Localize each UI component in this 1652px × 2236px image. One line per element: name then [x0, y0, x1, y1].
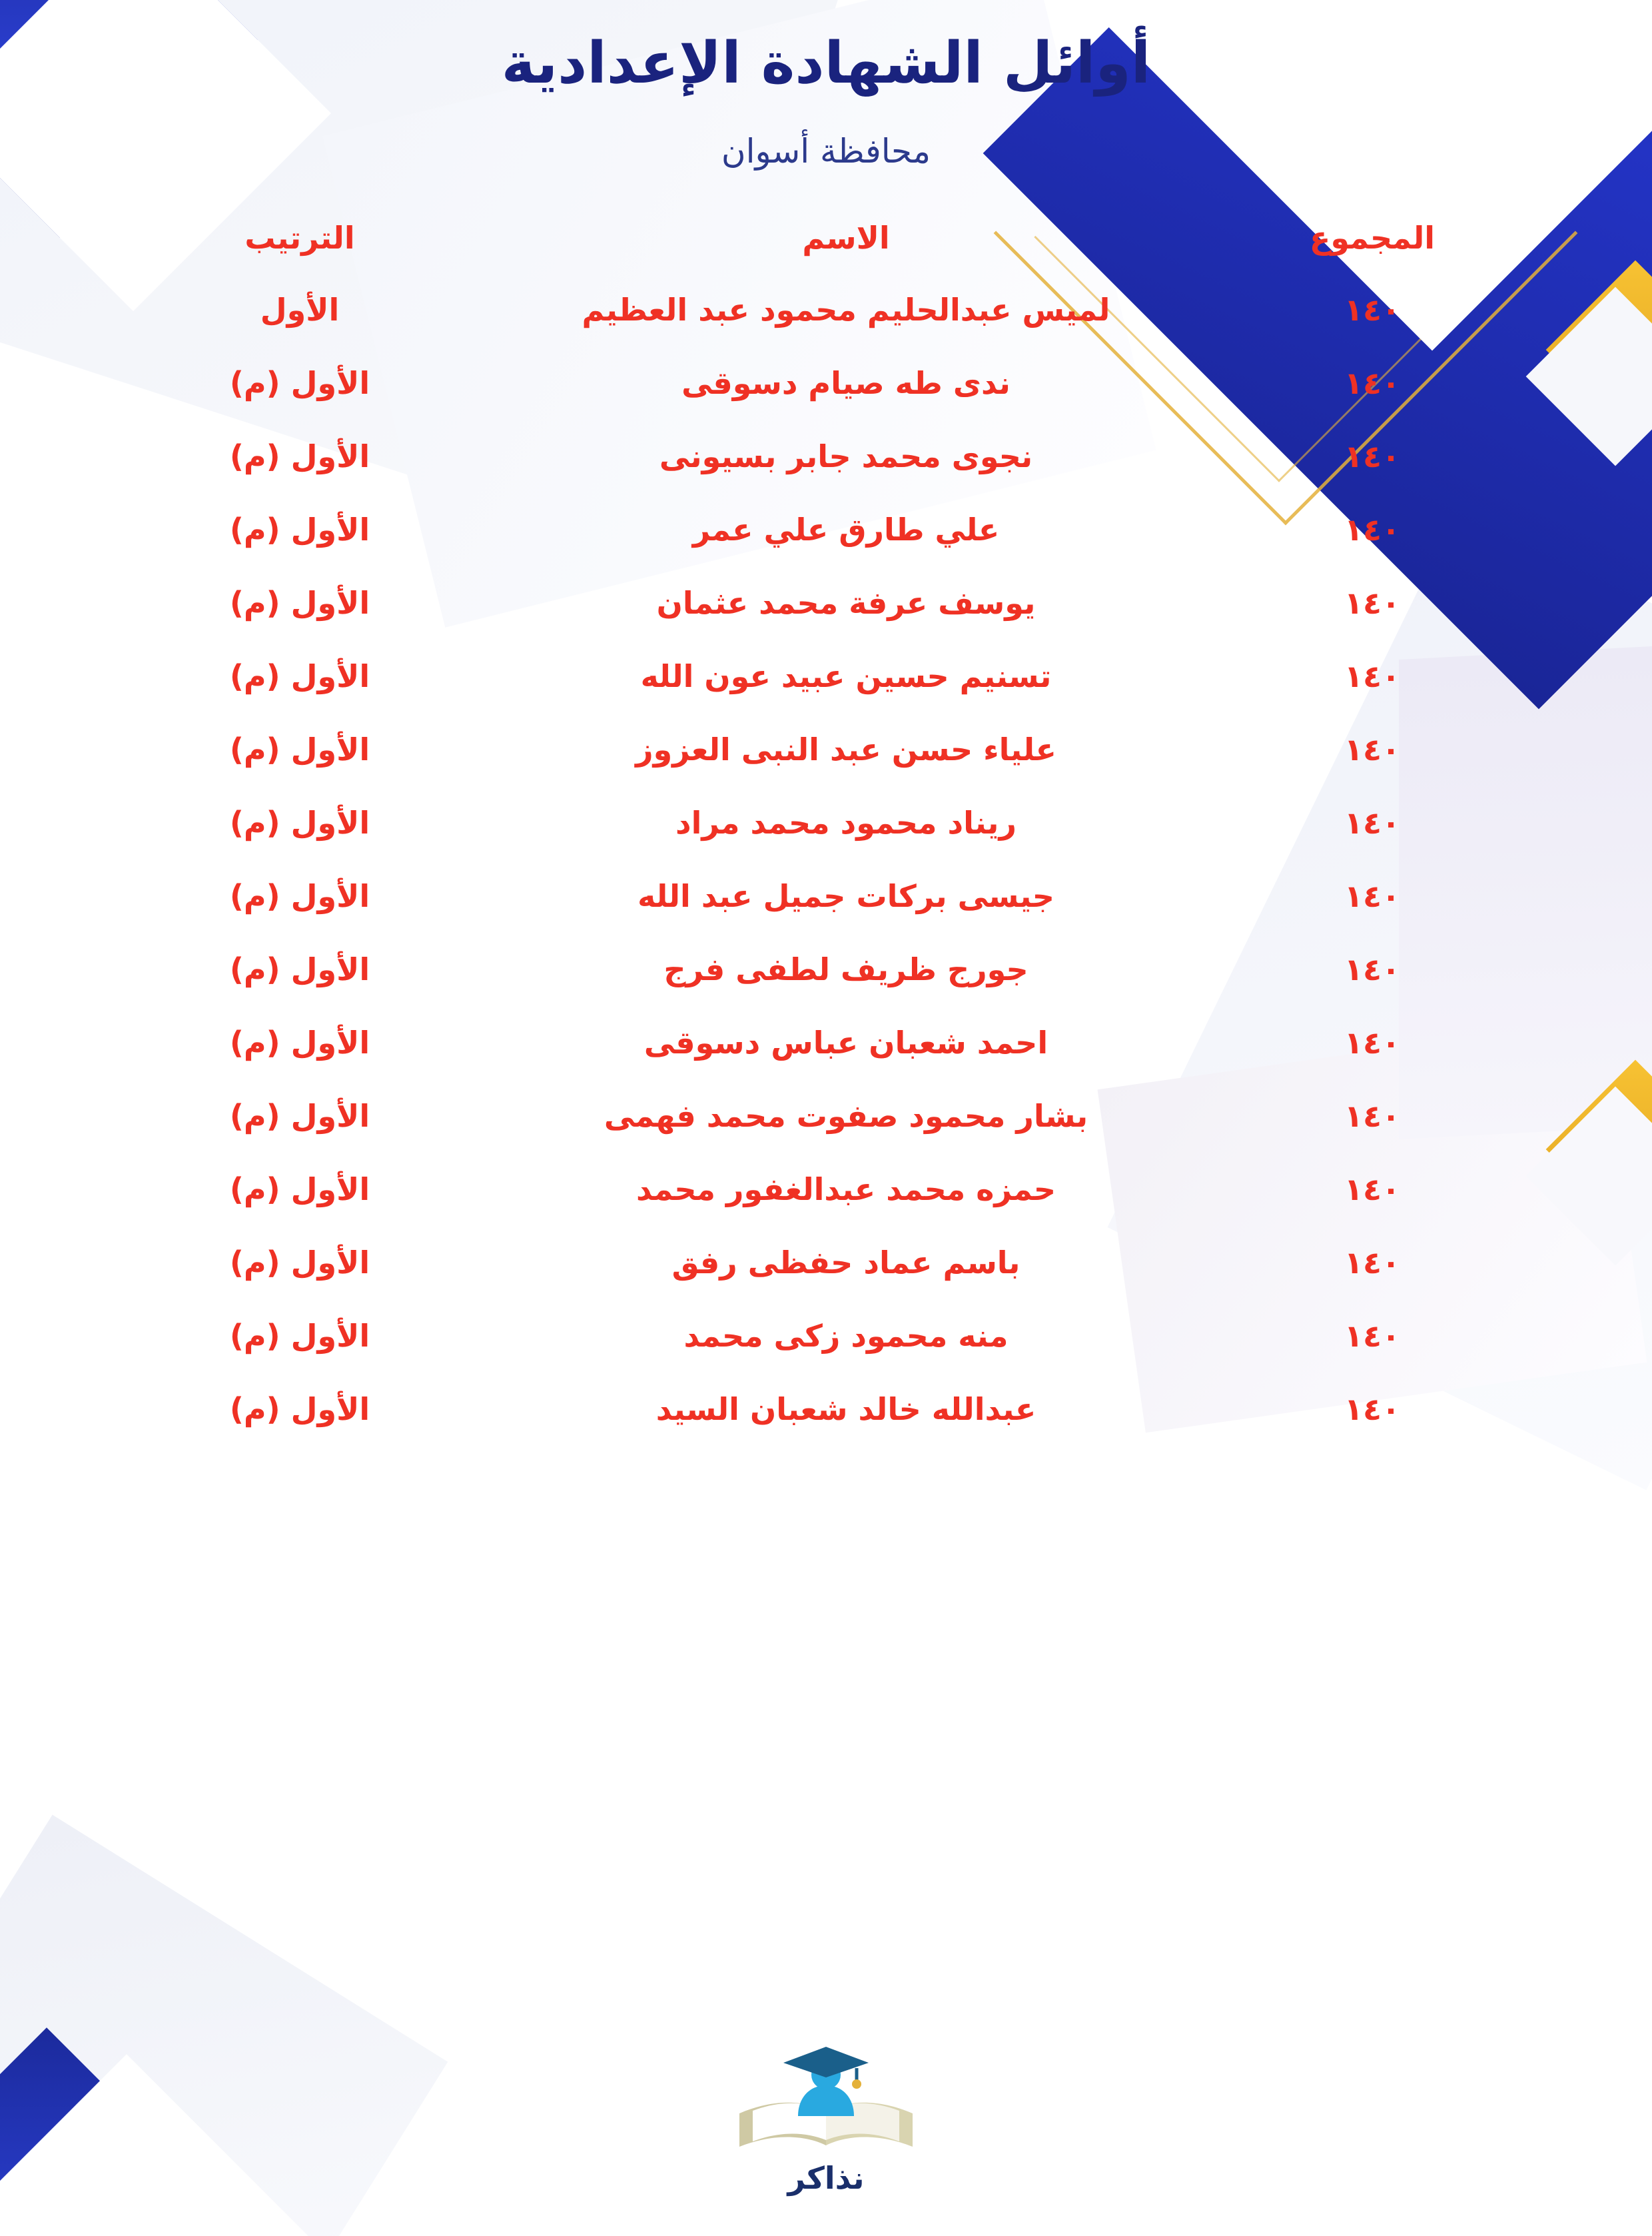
- cell-total: ١٤٠: [1344, 438, 1401, 474]
- cell-name: احمد شعبان عباس دسوقى: [643, 1024, 1048, 1061]
- page-subtitle: محافظة أسوان: [721, 131, 931, 171]
- cell-rank: الأول (م): [229, 1317, 370, 1354]
- column-header-total: المجموع: [1309, 219, 1436, 256]
- cell-rank: الأول: [260, 291, 340, 328]
- cell-rank: الأول (م): [229, 438, 370, 474]
- table-row: [127, 933, 1525, 1006]
- cell-name: ريناد محمود محمد مراد: [675, 804, 1017, 841]
- cell-name: علي طارق علي عمر: [692, 511, 1000, 548]
- column-header-rank: الترتيب: [244, 219, 355, 256]
- cell-total: ١٤٠: [1344, 804, 1401, 841]
- top-students-table: [127, 220, 1525, 1446]
- cell-total: ١٤٠: [1344, 1024, 1401, 1061]
- cell-name: جيسى بركات جميل عبد الله: [637, 877, 1054, 914]
- table-row: [127, 1079, 1525, 1153]
- cell-rank: الأول (م): [229, 511, 370, 548]
- cell-name: باسم عماد حفظى رفق: [671, 1244, 1021, 1281]
- cell-total: ١٤٠: [1344, 584, 1401, 621]
- table-header-row: [127, 220, 1525, 273]
- cell-name: نجوى محمد جابر بسيونى: [659, 438, 1033, 474]
- cell-rank: الأول (م): [229, 1024, 370, 1061]
- cell-total: ١٤٠: [1344, 291, 1401, 328]
- table-row: [127, 566, 1525, 640]
- cell-total: ١٤٠: [1344, 1391, 1401, 1427]
- footer: [0, 2041, 1652, 2196]
- cell-name: بشار محمود صفوت محمد فهمى: [604, 1097, 1088, 1134]
- cell-name: تسنيم حسين عبيد عون الله: [640, 658, 1052, 694]
- table-row: [127, 1226, 1525, 1299]
- cell-name: يوسف عرفة محمد عثمان: [656, 584, 1036, 621]
- cell-rank: الأول (م): [229, 584, 370, 621]
- cell-rank: الأول (م): [229, 658, 370, 694]
- graduation-book-logo-icon: [726, 2041, 926, 2155]
- table-row: [127, 1299, 1525, 1373]
- cell-rank: الأول (م): [229, 1097, 370, 1134]
- table-row: [127, 1006, 1525, 1079]
- poster-content: [0, 28, 1652, 1446]
- cell-rank: الأول (م): [229, 731, 370, 768]
- cell-rank: الأول (م): [229, 1171, 370, 1207]
- table-row: [127, 859, 1525, 933]
- cell-total: ١٤٠: [1344, 1244, 1401, 1281]
- cell-name: علياء حسن عبد النبى العزوز: [635, 731, 1056, 768]
- cell-total: ١٤٠: [1344, 1097, 1401, 1134]
- cell-total: ١٤٠: [1344, 731, 1401, 768]
- cell-name: جورج ظريف لطفى فرج: [663, 951, 1029, 987]
- cell-total: ١٤٠: [1344, 364, 1401, 401]
- cell-total: ١٤٠: [1344, 511, 1401, 548]
- table-row: [127, 273, 1525, 346]
- table-row: [127, 1153, 1525, 1226]
- logo-text: نذاكر: [787, 2160, 865, 2196]
- cell-total: ١٤٠: [1344, 1171, 1401, 1207]
- cell-rank: الأول (م): [229, 1244, 370, 1281]
- table-row: [127, 493, 1525, 566]
- cell-rank: الأول (م): [229, 1391, 370, 1427]
- cell-rank: الأول (م): [229, 951, 370, 987]
- cell-rank: الأول (م): [229, 877, 370, 914]
- table-row: [127, 1373, 1525, 1446]
- cell-name: لميس عبدالحليم محمود عبد العظيم: [582, 291, 1110, 328]
- cell-total: ١٤٠: [1344, 658, 1401, 694]
- cell-name: عبدالله خالد شعبان السيد: [655, 1391, 1036, 1427]
- cell-name: حمزه محمد عبدالغفور محمد: [635, 1171, 1056, 1207]
- table-row: [127, 640, 1525, 713]
- table-row: [127, 786, 1525, 859]
- site-logo: [726, 2041, 926, 2196]
- page-title: أوائل الشهادة الإعدادية: [501, 30, 1151, 97]
- cell-name: ندى طه صيام دسوقى: [681, 364, 1011, 401]
- table-row: [127, 713, 1525, 786]
- cell-total: ١٤٠: [1344, 1317, 1401, 1354]
- cell-name: منه محمود زكى محمد: [683, 1317, 1009, 1354]
- cell-rank: الأول (م): [229, 804, 370, 841]
- table-row: [127, 346, 1525, 420]
- column-header-name: الاسم: [802, 219, 890, 256]
- table-row: [127, 420, 1525, 493]
- cell-total: ١٤٠: [1344, 951, 1401, 987]
- cell-total: ١٤٠: [1344, 877, 1401, 914]
- cell-rank: الأول (م): [229, 364, 370, 401]
